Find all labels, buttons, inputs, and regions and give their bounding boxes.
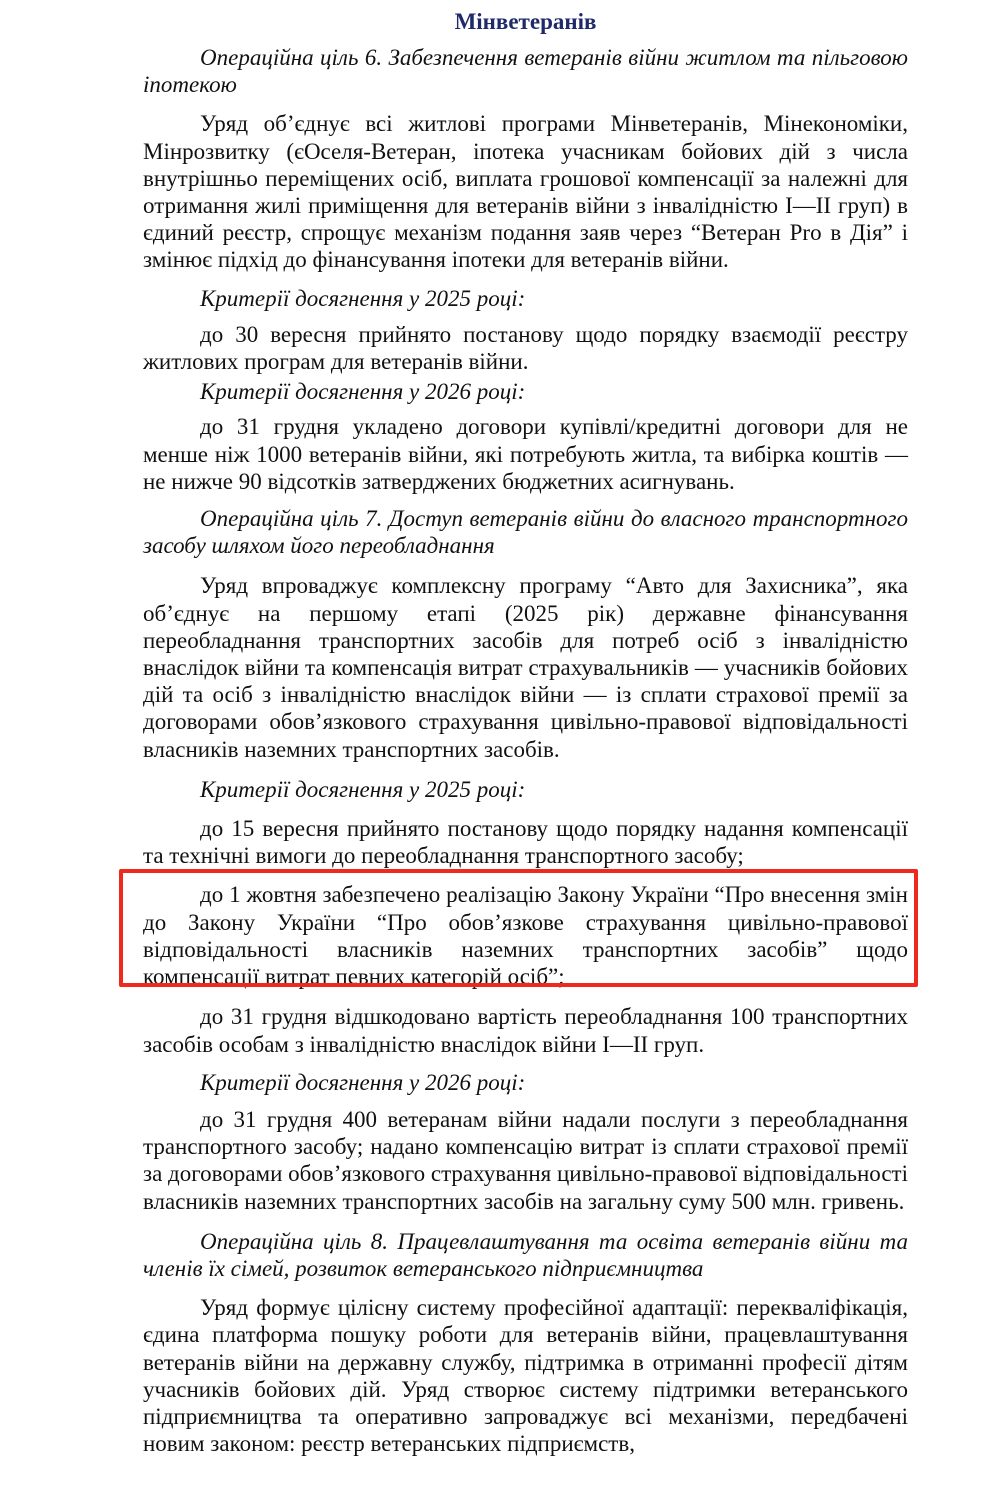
goal-7-title: Операційна ціль 7. Доступ ветеранів війни до власного транспортного засобу шляхом його переобладнання — [143, 506, 908, 559]
goal-7-criteria-2025-item-1: до 15 вересня прийнято постанову щодо порядку надання компенсації та технічні вимоги до переобладнання транспортного засобу; — [143, 816, 908, 869]
highlight-annotation-box — [119, 869, 918, 987]
goal-7-criteria-2025-heading: Критерії досягнення у 2025 році: — [200, 776, 526, 802]
goal-7-criteria-2025-item-3: до 31 грудня відшкодовано вартість переобладнання 100 транспортних засобів особам з інвалідністю внаслідок війни I—II груп. — [143, 1004, 908, 1057]
goal-6-paragraph: Уряд об’єднує всі житлові програми Мінветеранів, Мінекономіки, Мінрозвитку (єОселя-Ветеран, іпотека учасникам бойових дій з числа внутрішньо переміщених осіб, виплата грошової компенсації за належні для отримання жилі приміщення для ветеранів війни з інвалідністю I—II груп) в єдиний реєстр, спрощує механізм подання заяв через “Ветеран Pro в Дія” і змінює підхід до фінансування іпотеки для ветеранів війни. — [143, 111, 908, 273]
goal-6-criteria-2025-heading: Критерії досягнення у 2025 році: — [200, 285, 526, 311]
goal-8-title: Операційна ціль 8. Працевлаштування та освіта ветеранів війни та членів їх сімей, розвиток ветеранського підприємництва — [143, 1228, 908, 1281]
page-title: Мінветеранів — [454, 9, 597, 34]
goal-6-criteria-2026-item: до 31 грудня укладено договори купівлі/кредитні договори для не менше ніж 1000 ветеранів війни, які потребують житла, та вибірка коштів — не нижче 90 відсотків затверджених бюджетних асигнувань. — [143, 414, 908, 494]
goal-6-criteria-2026-heading: Критерії досягнення у 2026 році: — [200, 379, 526, 405]
goal-7-criteria-2025-item-2: до 1 жовтня забезпечено реалізацію Закону України “Про внесення змін до Закону України “Про обов’язкове страхування цивільно-правової відповідальності власників наземних транспортних засобів” щодо компенсації витрат певних категорій осіб”; — [143, 882, 908, 990]
goal-7-criteria-2026-item: до 31 грудня 400 ветеранам війни надали послуги з переобладнання транспортного засобу; надано компенсацію витрат із сплати страхової премії за договорами обов’язкового страхування цивільно-правової відповідальності власників наземних транспортних засобів на загальну суму 500 млн. гривень. — [143, 1106, 908, 1214]
goal-7-paragraph: Уряд впроваджує комплексну програму “Авто для Захисника”, яка об’єднує на першому етапі (2025 рік) державне фінансування переобладнання транспортних засобів для потреб осіб з інвалідністю внаслідок війни та компенсація витрат страхувальників — учасників бойових дій та осіб з інвалідністю внаслідок війни — із сплати страхової премії за договорами обов’язкового страхування цивільно-правової відповідальності власників наземних транспортних засобів. — [143, 573, 908, 762]
goal-6-title: Операційна ціль 6. Забезпечення ветеранів війни житлом та пільговою іпотекою — [143, 45, 908, 98]
goal-7-criteria-2026-heading: Критерії досягнення у 2026 році: — [200, 1069, 526, 1095]
goal-6-criteria-2025-item: до 30 вересня прийнято постанову щодо порядку взаємодії реєстру житлових програм для ветеранів війни. — [143, 321, 908, 375]
goal-8-paragraph: Уряд формує цілісну систему професійної адаптації: перекваліфікація, єдина платформа пошуку роботи для ветеранів війни, працевлаштування ветеранів війни на державну службу, підтримка в отриманні професії дітям учасників бойових дій. Уряд створює систему підтримки ветеранського підприємництва та оперативно запроваджує всі механізми, передбачені новим законом: реєстр ветеранських підприємств, — [143, 1295, 908, 1457]
document-page — [143, 0, 908, 1457]
